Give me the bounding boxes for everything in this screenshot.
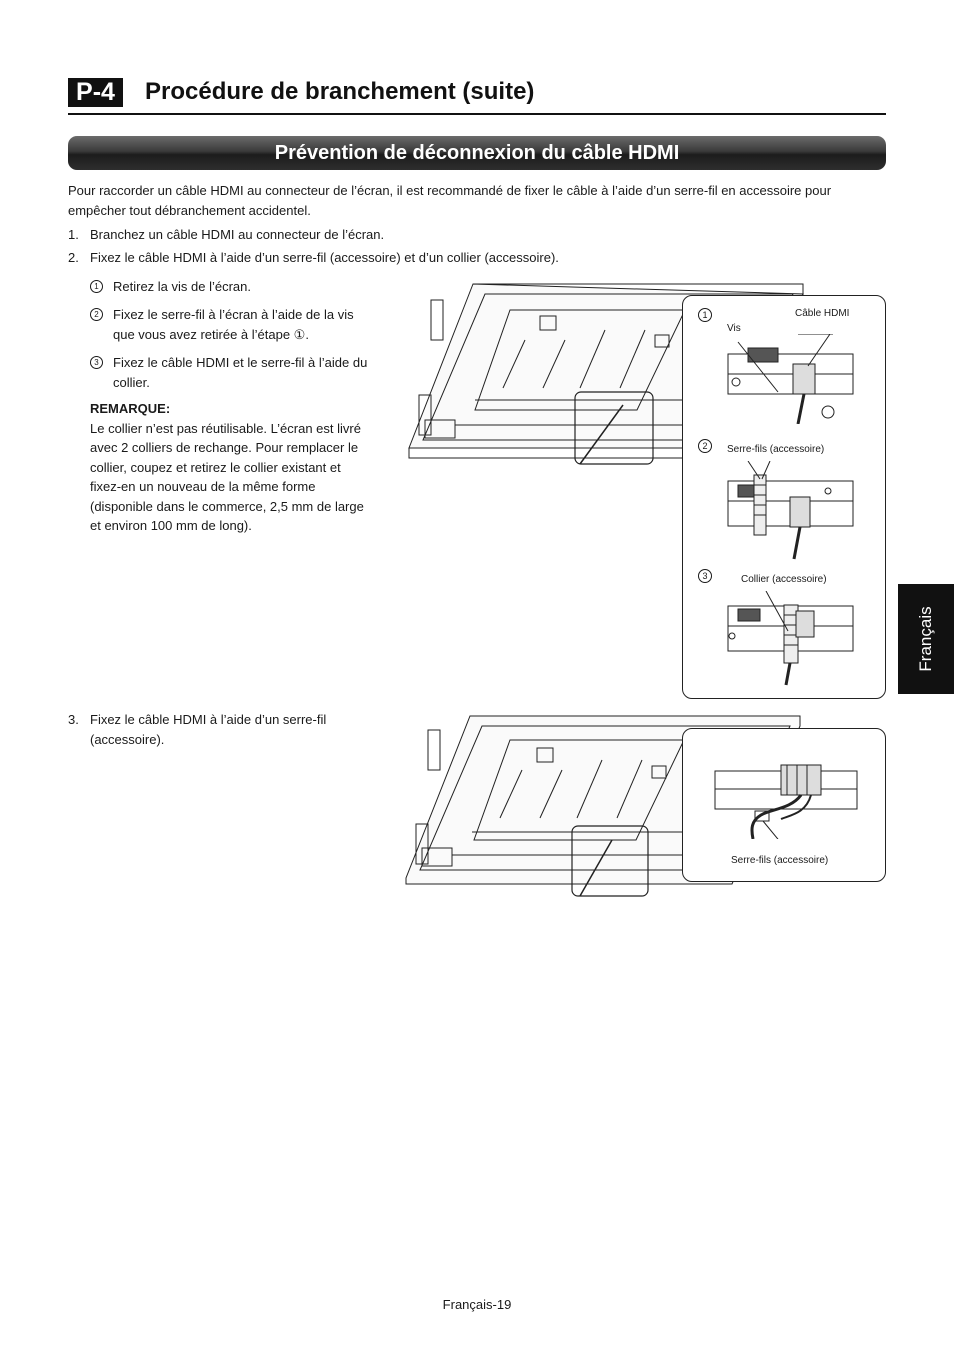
label-serre-fils: Serre-fils (accessoire) xyxy=(731,855,829,866)
substep-1 xyxy=(90,277,375,297)
callout-number: 2 xyxy=(698,439,712,453)
intro-paragraph: Pour raccorder un câble HDMI au connecteur de l’écran, il est recommandé de fixer le câble à l’aide d’un serre-fil en accessoire pour empêcher tout débranchement accidentel. xyxy=(68,183,832,218)
step-number: 3. xyxy=(68,712,79,727)
step-number: 2. xyxy=(68,250,79,265)
step-text: Branchez un câble HDMI au connecteur de l’écran. xyxy=(90,227,385,242)
substep-text: Retirez la vis de l’écran. xyxy=(113,279,251,294)
label-serre-fils: Serre-fils (accessoire) xyxy=(727,444,825,455)
step-text: Fixez le câble HDMI à l’aide d’un serre-fil (accessoire). xyxy=(90,712,327,747)
figure-detail-panel-2 xyxy=(682,728,886,882)
page-title: Procédure de branchement (suite) xyxy=(145,78,535,105)
step-number: 1. xyxy=(68,227,79,242)
section-banner: Prévention de déconnexion du câble HDMI xyxy=(68,136,886,170)
substep-text: Fixez le câble HDMI et le serre-fil à l’aide du collier. xyxy=(113,355,368,390)
step-2 xyxy=(68,248,628,268)
substep-number: 2 xyxy=(90,308,103,321)
substep-number: 1 xyxy=(90,280,103,293)
label-collier: Collier (accessoire) xyxy=(741,574,827,585)
detail-illustration-screw xyxy=(718,334,858,424)
remark-text: Le collier n’est pas réutilisable. L’écran est livré avec 2 colliers de rechange. Pour remplacer le collier, coupez et retirez le collier existant et fixez-en un nouveau de la même forme (disponible dans le commerce, 2,5 mm de large et environ 100 mm de long). xyxy=(90,420,364,533)
callout-number: 1 xyxy=(698,308,712,322)
title-rule xyxy=(68,113,886,115)
substep-3 xyxy=(90,353,375,393)
label-cable-hdmi: Câble HDMI xyxy=(795,308,850,319)
language-tab xyxy=(898,584,954,694)
callout-number: 3 xyxy=(698,569,712,583)
detail-illustration-cable-tie xyxy=(718,461,858,561)
step-3 xyxy=(68,710,358,750)
step-1 xyxy=(68,225,408,245)
detail-illustration-cable-tie-2 xyxy=(711,759,861,839)
page-number: Français-19 xyxy=(442,1297,512,1312)
remark-heading: REMARQUE: xyxy=(90,401,171,416)
language-tab-label: Français xyxy=(916,606,935,672)
substep-2 xyxy=(90,305,375,345)
figure-detail-panel-1 xyxy=(682,295,886,699)
section-badge: P-4 xyxy=(68,78,123,107)
substep-text: Fixez le serre-fil à l’écran à l’aide de la vis que vous avez retirée à l’étape ①. xyxy=(113,307,354,342)
label-vis: Vis xyxy=(727,323,741,334)
substep-number: 3 xyxy=(90,356,103,369)
remark-block xyxy=(90,399,375,536)
step-text: Fixez le câble HDMI à l’aide d’un serre-fil (accessoire) et d’un collier (accessoire). xyxy=(90,250,559,265)
detail-illustration-collar xyxy=(718,591,858,686)
